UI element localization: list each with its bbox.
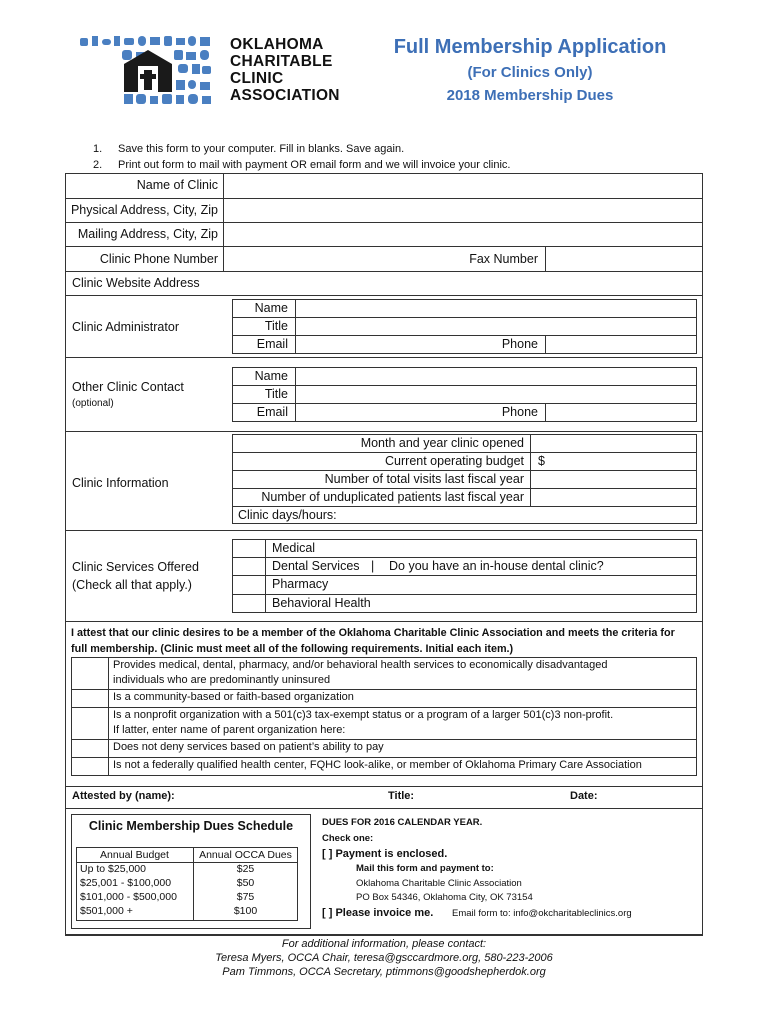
initial-5-input[interactable]	[72, 758, 108, 775]
other-name-label: Name	[254, 369, 288, 383]
dues-schedule-title: Clinic Membership Dues Schedule	[88, 819, 294, 833]
logo-text-oklahoma: OKLAHOMA	[230, 36, 324, 53]
logo-text-clinic: CLINIC	[230, 70, 284, 87]
service-medical: Medical	[272, 541, 316, 555]
dues-year: 2018 Membership Dues	[446, 87, 614, 104]
mailing-address-input[interactable]	[224, 223, 702, 246]
check-one-label: Check one:	[322, 833, 374, 844]
footer-chair-contact: Teresa Myers, OCCA Chair, teresa@gsccardmore.org, 580-223-2006	[215, 952, 553, 964]
dues-row-budget: $101,000 - $500,000	[80, 891, 177, 903]
logo-icon-mosaic	[78, 34, 218, 106]
page-title: Full Membership Application	[393, 36, 667, 58]
label-check-all: (Check all that apply.)	[72, 578, 192, 592]
dollar-sign: $	[538, 454, 545, 468]
service-dental: Dental Services	[272, 559, 360, 573]
requirement-5: Is not a federally qualified health center, FQHC look-alike, or member of Oklahoma Primary Care Association	[113, 759, 642, 771]
label-physical-address: Physical Address, City, Zip	[70, 203, 218, 217]
month-opened-input[interactable]	[531, 435, 696, 452]
initial-2-input[interactable]	[72, 690, 108, 707]
other-phone-label: Phone	[501, 405, 538, 419]
other-title-label: Title	[264, 387, 288, 401]
admin-email-input[interactable]	[296, 336, 476, 354]
label-services-offered: Clinic Services Offered	[72, 560, 199, 574]
other-email-label: Email	[256, 405, 288, 419]
dues-row-amount: $75	[236, 891, 255, 903]
footer-secretary-contact: Pam Timmons, OCCA Secretary, ptimmons@goodshepherdok.org	[222, 966, 546, 978]
clinic-phone-input[interactable]	[224, 247, 444, 271]
logo	[78, 34, 218, 106]
requirement-3a: Is a nonprofit organization with a 501(c)3 tax-exempt status or a program of a larger 501(c)3 non-profit.	[113, 709, 614, 721]
label-optional: (optional)	[72, 398, 114, 409]
other-title-input[interactable]	[296, 386, 696, 403]
invoice-me-option[interactable]: [ ] Please invoice me.	[322, 907, 434, 919]
admin-email-label: Email	[256, 337, 288, 351]
mail-address-line-2: PO Box 54346, Oklahoma City, OK 73154	[356, 892, 533, 903]
label-clinic-phone: Clinic Phone Number	[99, 252, 218, 266]
dues-col-budget: Annual Budget	[100, 849, 169, 861]
label-website: Clinic Website Address	[72, 276, 200, 290]
admin-title-input[interactable]	[296, 318, 696, 335]
mail-to-label: Mail this form and payment to:	[356, 863, 494, 874]
dues-row-budget: $501,000 +	[80, 905, 133, 917]
initial-3-input[interactable]	[72, 708, 108, 739]
dues-row-budget: Up to $25,000	[80, 863, 146, 875]
unduplicated-patients-input[interactable]	[531, 489, 696, 506]
admin-name-label: Name	[254, 301, 288, 315]
label-total-visits: Number of total visits last fiscal year	[324, 472, 524, 486]
instruction-2-num: 2.	[93, 159, 103, 171]
attested-by-label: Attested by (name):	[72, 790, 175, 802]
requirement-4: Does not deny services based on patient’s ability to pay	[113, 741, 384, 753]
admin-phone-label: Phone	[501, 337, 538, 351]
label-other-contact: Other Clinic Contact	[72, 380, 184, 394]
label-clinic-administrator: Clinic Administrator	[72, 320, 179, 334]
dues-year-line: DUES FOR 2016 CALENDAR YEAR.	[322, 817, 483, 828]
instruction-2-text: Print out form to mail with payment OR email form and we will invoice your clinic.	[118, 159, 511, 171]
label-clinic-information: Clinic Information	[72, 476, 169, 490]
page-subtitle: (For Clinics Only)	[467, 64, 593, 81]
dues-row-amount: $100	[233, 905, 258, 917]
name-of-clinic-input[interactable]	[224, 174, 702, 198]
dental-clinic-question: Do you have an in-house dental clinic?	[389, 559, 604, 573]
requirement-1a: Provides medical, dental, pharmacy, and/or behavioral health services to economically disadvantaged	[113, 659, 608, 671]
attest-intro-2: full membership. (Clinic must meet all of the following requirements. Initial each item.)	[71, 643, 514, 655]
admin-title-label: Title	[264, 319, 288, 333]
instruction-1-text: Save this form to your computer. Fill in blanks. Save again.	[118, 143, 405, 155]
website-input[interactable]	[210, 272, 702, 295]
attest-date-label: Date:	[570, 790, 598, 802]
payment-enclosed-option[interactable]: [ ] Payment is enclosed.	[322, 848, 448, 860]
requirement-3b: If latter, enter name of parent organization here:	[113, 724, 346, 736]
operating-budget-input[interactable]	[548, 453, 696, 470]
physical-address-input[interactable]	[224, 199, 702, 222]
label-month-opened: Month and year clinic opened	[360, 436, 524, 450]
label-unduplicated-patients: Number of unduplicated patients last fiscal year	[261, 490, 524, 504]
logo-text-association: ASSOCIATION	[230, 87, 340, 104]
other-phone-input[interactable]	[546, 404, 696, 422]
requirement-2: Is a community-based or faith-based organization	[113, 691, 354, 703]
dues-row-budget: $25,001 - $100,000	[80, 877, 172, 889]
days-hours-input[interactable]	[345, 507, 696, 524]
service-pharmacy: Pharmacy	[272, 577, 329, 591]
label-operating-budget: Current operating budget	[385, 454, 524, 468]
dues-row-amount: $50	[236, 877, 255, 889]
fax-number-input[interactable]	[546, 247, 702, 271]
attest-title-label: Title:	[388, 790, 415, 802]
label-mailing-address: Mailing Address, City, Zip	[77, 227, 218, 241]
initial-4-input[interactable]	[72, 740, 108, 757]
service-separator: |	[371, 559, 375, 573]
service-behavioral: Behavioral Health	[272, 596, 371, 610]
other-email-input[interactable]	[296, 404, 476, 422]
mail-address-line-1: Oklahoma Charitable Clinic Association	[356, 878, 522, 889]
footer-contact-intro: For additional information, please contact:	[281, 938, 487, 950]
attest-title-input[interactable]	[420, 788, 560, 806]
total-visits-input[interactable]	[531, 471, 696, 488]
dues-col-amount: Annual OCCA Dues	[199, 849, 292, 861]
label-name-of-clinic: Name of Clinic	[136, 178, 218, 192]
email-form-text: Email form to: info@okcharitableclinics.org	[452, 908, 632, 919]
attest-date-input[interactable]	[602, 788, 700, 806]
initial-1-input[interactable]	[72, 658, 108, 689]
logo-text-charitable: CHARITABLE	[230, 53, 333, 70]
instruction-1-num: 1.	[93, 143, 103, 155]
requirement-1b: individuals who are predominantly uninsured	[113, 674, 331, 686]
label-fax-number: Fax Number	[469, 252, 538, 266]
other-name-input[interactable]	[296, 368, 696, 385]
attested-by-input[interactable]	[185, 788, 385, 806]
label-days-hours: Clinic days/hours:	[238, 508, 337, 522]
admin-phone-input[interactable]	[546, 336, 696, 354]
attest-intro-1: I attest that our clinic desires to be a member of the Oklahoma Charitable Clinic Association and meets the criteria for	[71, 627, 675, 639]
admin-name-input[interactable]	[296, 300, 696, 317]
dues-row-amount: $25	[236, 863, 255, 875]
